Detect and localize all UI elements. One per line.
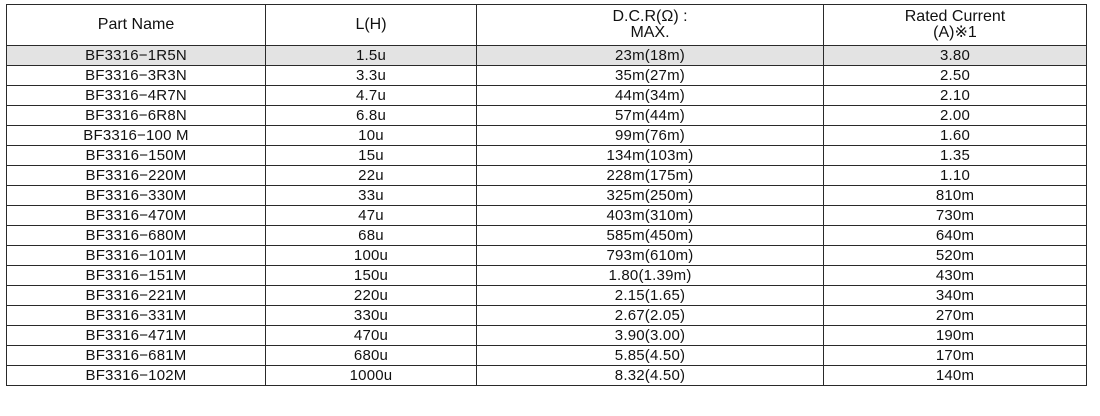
cell-inductance: 33u [266, 186, 477, 206]
table-row [7, 66, 1087, 86]
cell-part-name: BF3316−4R7N [7, 86, 266, 106]
cell-part-name: BF3316−6R8N [7, 106, 266, 126]
cell-rated-current: 270m [824, 306, 1087, 326]
cell-rated-current: 730m [824, 206, 1087, 226]
table-row [7, 326, 1087, 346]
cell-inductance: 100u [266, 246, 477, 266]
cell-inductance: 680u [266, 346, 477, 366]
table-row [7, 286, 1087, 306]
cell-part-name: BF3316−151M [7, 266, 266, 286]
header-rated-line2: (A)※1 [933, 24, 977, 41]
table-header [7, 5, 1087, 46]
cell-rated-current: 2.50 [824, 66, 1087, 86]
cell-inductance: 1.5u [266, 46, 477, 66]
cell-dcr: 23m(18m) [477, 46, 824, 66]
table-row [7, 126, 1087, 146]
header-dcr-line1: D.C.R(Ω) : [612, 8, 688, 25]
table-row [7, 166, 1087, 186]
cell-part-name: BF3316−471M [7, 326, 266, 346]
header-rated-line1: Rated Current [904, 8, 1006, 25]
cell-inductance: 68u [266, 226, 477, 246]
cell-rated-current: 1.60 [824, 126, 1087, 146]
table-row [7, 226, 1087, 246]
table-body [7, 46, 1087, 386]
cell-inductance: 22u [266, 166, 477, 186]
cell-inductance: 10u [266, 126, 477, 146]
cell-dcr: 325m(250m) [477, 186, 824, 206]
table-row [7, 306, 1087, 326]
cell-rated-current: 2.00 [824, 106, 1087, 126]
table-row [7, 206, 1087, 226]
cell-dcr: 1.80(1.39m) [477, 266, 824, 286]
cell-dcr: 793m(610m) [477, 246, 824, 266]
cell-part-name: BF3316−681M [7, 346, 266, 366]
cell-part-name: BF3316−470M [7, 206, 266, 226]
cell-rated-current: 190m [824, 326, 1087, 346]
cell-rated-current: 520m [824, 246, 1087, 266]
cell-inductance: 15u [266, 146, 477, 166]
cell-part-name: BF3316−101M [7, 246, 266, 266]
header-rated-current [824, 5, 1087, 46]
cell-part-name: BF3316−1R5N [7, 46, 266, 66]
cell-inductance: 4.7u [266, 86, 477, 106]
cell-part-name: BF3316−680M [7, 226, 266, 246]
spec-table [6, 4, 1087, 386]
cell-rated-current: 2.10 [824, 86, 1087, 106]
table-row [7, 86, 1087, 106]
cell-part-name: BF3316−330M [7, 186, 266, 206]
cell-dcr: 585m(450m) [477, 226, 824, 246]
cell-dcr: 5.85(4.50) [477, 346, 824, 366]
cell-rated-current: 810m [824, 186, 1087, 206]
cell-dcr: 35m(27m) [477, 66, 824, 86]
table-row [7, 106, 1087, 126]
cell-inductance: 6.8u [266, 106, 477, 126]
header-dcr [477, 5, 824, 46]
cell-dcr: 99m(76m) [477, 126, 824, 146]
cell-rated-current: 1.35 [824, 146, 1087, 166]
table-row [7, 366, 1087, 386]
cell-inductance: 1000u [266, 366, 477, 386]
cell-part-name: BF3316−331M [7, 306, 266, 326]
cell-inductance: 470u [266, 326, 477, 346]
table-row [7, 246, 1087, 266]
header-inductance-label: L(H) [355, 16, 387, 33]
cell-part-name: BF3316−102M [7, 366, 266, 386]
cell-rated-current: 340m [824, 286, 1087, 306]
table-row [7, 346, 1087, 366]
table-row [7, 46, 1087, 66]
cell-rated-current: 140m [824, 366, 1087, 386]
cell-inductance: 3.3u [266, 66, 477, 86]
cell-dcr: 2.15(1.65) [477, 286, 824, 306]
header-row [7, 5, 1087, 46]
cell-rated-current: 640m [824, 226, 1087, 246]
cell-dcr: 57m(44m) [477, 106, 824, 126]
cell-part-name: BF3316−150M [7, 146, 266, 166]
cell-rated-current: 3.80 [824, 46, 1087, 66]
cell-rated-current: 170m [824, 346, 1087, 366]
table-row [7, 186, 1087, 206]
cell-dcr: 8.32(4.50) [477, 366, 824, 386]
cell-rated-current: 1.10 [824, 166, 1087, 186]
cell-dcr: 403m(310m) [477, 206, 824, 226]
header-part-name-label: Part Name [97, 16, 175, 33]
cell-dcr: 134m(103m) [477, 146, 824, 166]
cell-dcr: 2.67(2.05) [477, 306, 824, 326]
table-row [7, 146, 1087, 166]
cell-part-name: BF3316−220M [7, 166, 266, 186]
cell-dcr: 44m(34m) [477, 86, 824, 106]
cell-part-name: BF3316−3R3N [7, 66, 266, 86]
cell-inductance: 330u [266, 306, 477, 326]
cell-part-name: BF3316−100 M [7, 126, 266, 146]
cell-inductance: 150u [266, 266, 477, 286]
cell-dcr: 228m(175m) [477, 166, 824, 186]
table-row [7, 266, 1087, 286]
header-dcr-line2: MAX. [630, 24, 670, 41]
header-inductance [266, 5, 477, 46]
header-part-name [7, 5, 266, 46]
cell-inductance: 220u [266, 286, 477, 306]
cell-inductance: 47u [266, 206, 477, 226]
cell-rated-current: 430m [824, 266, 1087, 286]
cell-part-name: BF3316−221M [7, 286, 266, 306]
cell-dcr: 3.90(3.00) [477, 326, 824, 346]
